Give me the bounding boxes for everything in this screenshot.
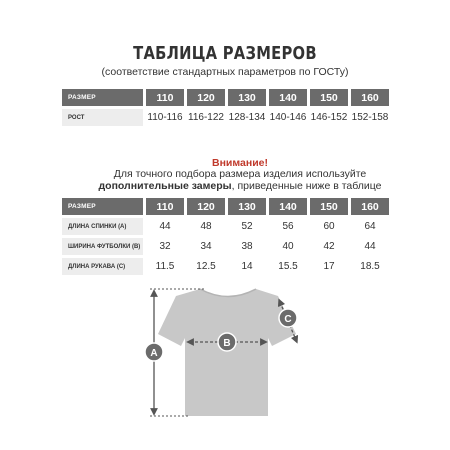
value-cell: 128-134 [228,109,266,126]
value-cell: 38 [228,238,266,255]
page-title: ТАБЛИЦА РАЗМЕРОВ [133,43,317,64]
value-cell: 56 [269,218,307,235]
value-cell: 44 [351,238,389,255]
table-row [62,109,389,126]
size-header-cell: 160 [351,198,389,215]
value-cell: 116-122 [187,109,225,126]
value-cell: 52 [228,218,266,235]
row-label-cell: ДЛИНА РУКАВА (С) [62,258,143,275]
value-cell: 12.5 [187,258,225,275]
marker-c-label: C [284,314,292,325]
header-label-cell: РАЗМЕР [62,198,143,215]
value-cell: 40 [269,238,307,255]
value-cell: 15.5 [269,258,307,275]
header-label-cell: РАЗМЕР [62,89,143,106]
row-label-cell: РОСТ [62,109,143,126]
value-cell: 140-146 [269,109,307,126]
size-header-cell: 140 [269,89,307,106]
notice-text-emphasis [0,180,450,192]
value-cell: 11.5 [146,258,184,275]
value-cell: 14 [228,258,266,275]
tshirt-shape [158,289,296,416]
value-cell: 48 [187,218,225,235]
size-header-cell: 130 [228,198,266,215]
value-cell: 146-152 [310,109,348,126]
row-label-cell: ШИРИНА ФУТБОЛКИ (В) [62,238,143,255]
size-header-cell: 110 [146,89,184,106]
notice-text: Для точного подбора размера изделия используйте [113,168,367,180]
marker-b-label: B [223,338,231,349]
notice-rest-text: , приведенные ниже в таблице [231,180,382,192]
notice-bold-text: дополнительные замеры [98,180,232,192]
value-cell: 44 [146,218,184,235]
value-cell: 110-116 [146,109,184,126]
size-header-cell: 140 [269,198,307,215]
row-label-cell: ДЛИНА СПИНКИ (А) [62,218,143,235]
extra-measurements-table [59,195,392,278]
size-header-cell: 120 [187,89,225,106]
value-cell: 18.5 [351,258,389,275]
size-header-cell: 110 [146,198,184,215]
page-subtitle: (соответствие стандартных параметров по ГОСТу) [101,66,349,78]
value-cell: 60 [310,218,348,235]
marker-a-label: A [150,348,158,359]
table-header-row [62,89,389,106]
notice-title: Внимание! [212,157,268,169]
standard-size-table [59,86,392,129]
value-cell: 17 [310,258,348,275]
value-cell: 32 [146,238,184,255]
size-header-cell: 160 [351,89,389,106]
value-cell: 152-158 [351,109,389,126]
value-cell: 42 [310,238,348,255]
table-row [62,218,389,235]
tshirt-measurement-diagram [0,270,450,420]
size-header-cell: 150 [310,198,348,215]
value-cell: 64 [351,218,389,235]
table-row [62,238,389,255]
size-header-cell: 120 [187,198,225,215]
table-header-row [62,198,389,215]
value-cell: 34 [187,238,225,255]
size-header-cell: 150 [310,89,348,106]
size-header-cell: 130 [228,89,266,106]
